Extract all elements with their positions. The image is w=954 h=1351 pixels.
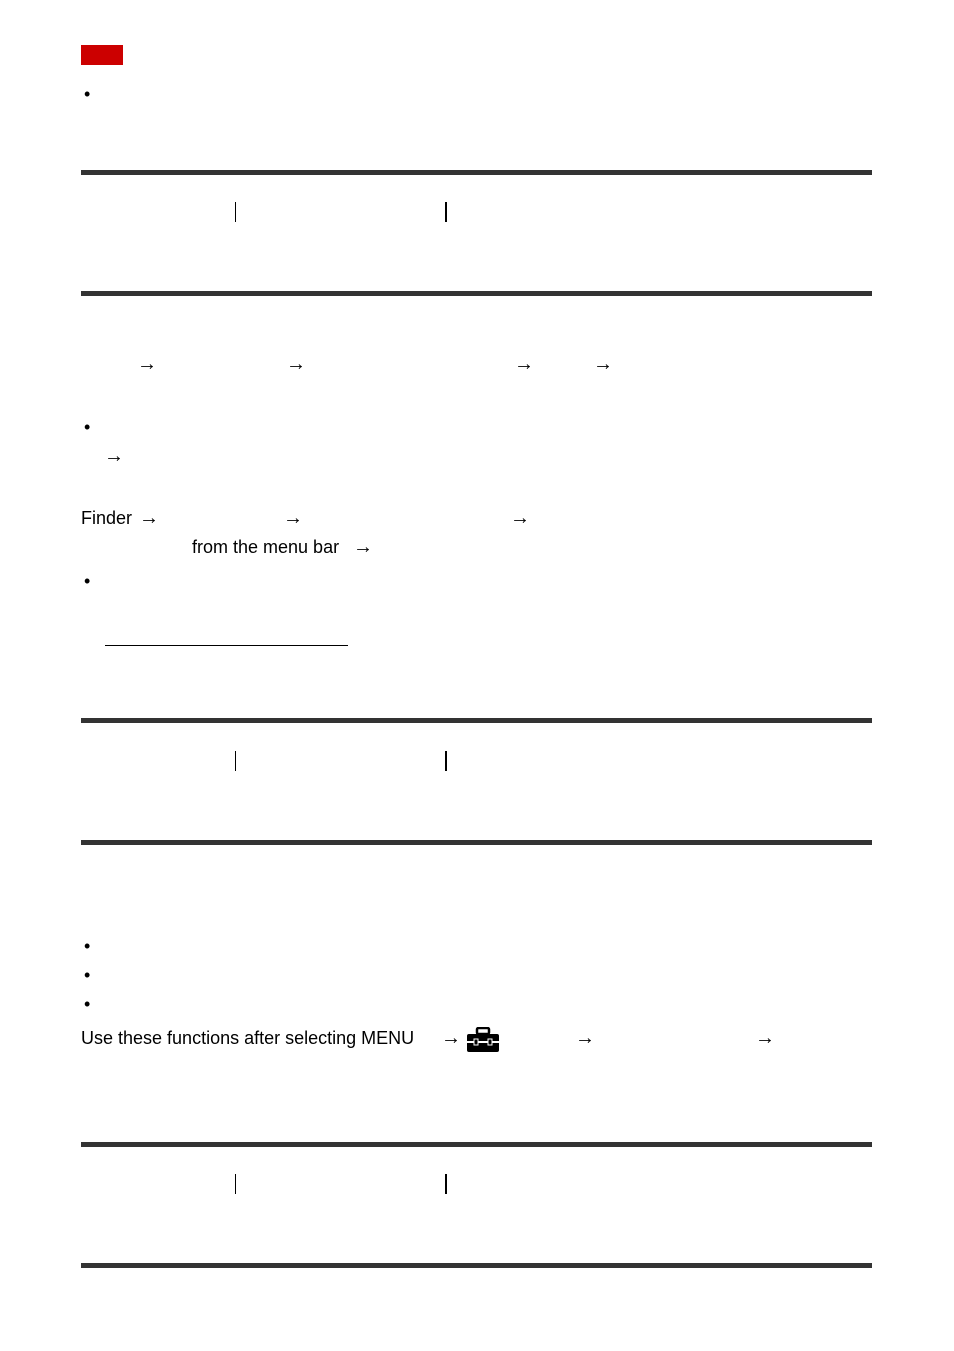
menu-path-arrow: → [104,445,124,467]
menu-path-arrow: → [755,1027,775,1049]
toolbox-icon [466,1027,500,1053]
menu-path-arrow: → [353,536,373,558]
menu-path-arrow: → [593,353,613,375]
section-rule-top [81,1142,872,1147]
breadcrumb-separator [235,202,236,222]
section-rule-top [81,170,872,175]
bullet-marker: • [84,994,91,1014]
section-rule-bottom [81,1263,872,1268]
bullet-marker: • [84,84,91,104]
section-rule-bottom [81,291,872,296]
bullet-marker: • [84,936,91,956]
bullet-marker: • [84,965,91,985]
menu-path-arrow: → [137,353,157,375]
section-rule-bottom [81,840,872,845]
menu-path-arrow: → [441,1027,461,1049]
section-rule-top [81,718,872,723]
bullet-marker: • [84,417,91,437]
breadcrumb-separator [445,1174,447,1194]
breadcrumb-separator [445,202,447,222]
breadcrumb-separator [235,1174,236,1194]
breadcrumb-separator [235,751,236,771]
menu-path-arrow: → [514,353,534,375]
menu-path-arrow: → [283,507,303,529]
menu-path-arrow: → [510,507,530,529]
breadcrumb-separator [445,751,447,771]
settings-instruction: Use these functions after selecting MENU [81,1028,415,1048]
note-badge [81,45,123,65]
finder-label: Finder [81,508,133,528]
bullet-marker: • [84,571,91,591]
menu-path-arrow: → [139,507,159,529]
menu-path-arrow: → [286,353,306,375]
link-underline[interactable] [105,645,348,646]
menu-path-arrow: → [575,1027,595,1049]
menu-bar-label: from the menu bar [192,537,340,557]
